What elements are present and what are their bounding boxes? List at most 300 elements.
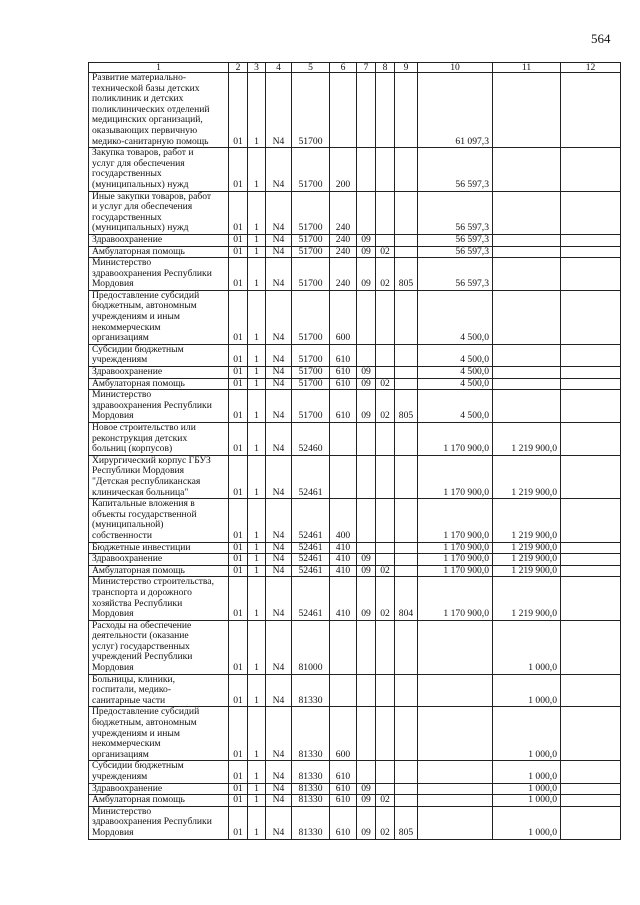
row-cell-9 — [395, 499, 418, 542]
row-cell-5: 81330 — [292, 674, 330, 707]
row-cell-11 — [493, 290, 561, 344]
row-cell-2: 01 — [229, 423, 248, 456]
row-cell-9 — [395, 246, 418, 258]
column-header: 3 — [248, 63, 266, 73]
row-cell-3: 1 — [248, 499, 266, 542]
row-cell-10: 4 500,0 — [418, 378, 493, 390]
row-cell-8 — [376, 499, 395, 542]
row-cell-10: 1 170 900,0 — [418, 554, 493, 566]
row-cell-2: 01 — [229, 455, 248, 498]
row-cell-7: 09 — [357, 246, 376, 258]
row-cell-5: 51700 — [292, 378, 330, 390]
row-cell-2: 01 — [229, 290, 248, 344]
row-cell-7 — [357, 191, 376, 234]
row-cell-7 — [357, 290, 376, 344]
row-cell-4: N4 — [266, 577, 292, 620]
row-cell-10: 1 170 900,0 — [418, 565, 493, 577]
row-cell-6: 610 — [330, 795, 357, 807]
table-row — [89, 577, 621, 620]
row-cell-4: N4 — [266, 455, 292, 498]
row-name-cell: Субсидии бюджетным учреждениям — [89, 761, 229, 783]
row-cell-7: 09 — [357, 565, 376, 577]
row-cell-10 — [418, 761, 493, 783]
row-cell-2: 01 — [229, 707, 248, 761]
column-header: 11 — [493, 63, 561, 73]
row-cell-9 — [395, 423, 418, 456]
row-cell-5: 52460 — [292, 423, 330, 456]
row-cell-9 — [395, 620, 418, 674]
row-cell-8: 02 — [376, 246, 395, 258]
row-cell-8 — [376, 707, 395, 761]
row-cell-12 — [561, 344, 621, 366]
row-cell-11 — [493, 191, 561, 234]
row-cell-10: 1 170 900,0 — [418, 577, 493, 620]
row-cell-10 — [418, 783, 493, 795]
row-cell-7 — [357, 542, 376, 554]
row-cell-9 — [395, 191, 418, 234]
column-header: 7 — [357, 63, 376, 73]
row-cell-3: 1 — [248, 674, 266, 707]
row-cell-12 — [561, 499, 621, 542]
row-cell-10 — [418, 707, 493, 761]
row-cell-12 — [561, 390, 621, 423]
row-cell-7: 09 — [357, 378, 376, 390]
row-cell-10: 56 597,3 — [418, 191, 493, 234]
row-cell-6: 240 — [330, 258, 357, 291]
row-cell-11: 1 219 900,0 — [493, 499, 561, 542]
row-cell-9 — [395, 783, 418, 795]
row-cell-2: 01 — [229, 390, 248, 423]
row-cell-8 — [376, 455, 395, 498]
table-row — [89, 542, 621, 554]
table-row — [89, 707, 621, 761]
row-cell-9 — [395, 761, 418, 783]
row-cell-10: 4 500,0 — [418, 367, 493, 379]
row-cell-7: 09 — [357, 577, 376, 620]
row-cell-4: N4 — [266, 795, 292, 807]
row-cell-2: 01 — [229, 674, 248, 707]
row-cell-2: 01 — [229, 258, 248, 291]
row-name-cell: Министерство здравоохранения Республики Мордовия — [89, 258, 229, 291]
row-cell-3: 1 — [248, 795, 266, 807]
row-cell-8: 02 — [376, 806, 395, 839]
row-cell-10: 61 097,3 — [418, 73, 493, 148]
row-cell-4: N4 — [266, 761, 292, 783]
table-row — [89, 674, 621, 707]
row-name-cell: Расходы на обеспечение деятельности (оказание услуг) государственных учреждений Республики Мордовия — [89, 620, 229, 674]
row-cell-5: 52461 — [292, 542, 330, 554]
table-row — [89, 554, 621, 566]
row-cell-12 — [561, 806, 621, 839]
row-cell-3: 1 — [248, 246, 266, 258]
table-row — [89, 806, 621, 839]
row-cell-6: 610 — [330, 806, 357, 839]
table-row — [89, 258, 621, 291]
row-cell-8 — [376, 542, 395, 554]
row-cell-3: 1 — [248, 620, 266, 674]
row-cell-6: 200 — [330, 148, 357, 191]
row-name-cell: Развитие материально- технической базы детских поликлиник и детских поликлинических отделений медицинских организаций, оказывающих первичную медико-санитарную помощь — [89, 73, 229, 148]
row-cell-4: N4 — [266, 565, 292, 577]
row-cell-4: N4 — [266, 367, 292, 379]
row-cell-9 — [395, 290, 418, 344]
table-row — [89, 620, 621, 674]
table-row — [89, 290, 621, 344]
row-cell-9 — [395, 565, 418, 577]
row-name-cell: Субсидии бюджетным учреждениям — [89, 344, 229, 366]
row-name-cell: Иные закупки товаров, работ и услуг для обеспечения государственных (муниципальных) нужд — [89, 191, 229, 234]
row-cell-3: 1 — [248, 806, 266, 839]
row-cell-7: 09 — [357, 795, 376, 807]
row-cell-12 — [561, 761, 621, 783]
row-cell-8 — [376, 674, 395, 707]
row-name-cell: Амбулаторная помощь — [89, 246, 229, 258]
row-cell-12 — [561, 148, 621, 191]
row-cell-6: 600 — [330, 290, 357, 344]
row-cell-12 — [561, 455, 621, 498]
row-cell-8 — [376, 554, 395, 566]
row-cell-2: 01 — [229, 234, 248, 246]
table-row — [89, 783, 621, 795]
row-cell-4: N4 — [266, 554, 292, 566]
row-cell-11 — [493, 73, 561, 148]
row-cell-2: 01 — [229, 577, 248, 620]
row-cell-10 — [418, 806, 493, 839]
row-cell-8: 02 — [376, 795, 395, 807]
row-cell-10: 1 170 900,0 — [418, 499, 493, 542]
row-cell-2: 01 — [229, 620, 248, 674]
row-cell-10: 56 597,3 — [418, 246, 493, 258]
row-cell-7: 09 — [357, 367, 376, 379]
row-name-cell: Здравоохранение — [89, 783, 229, 795]
row-cell-11 — [493, 390, 561, 423]
row-cell-3: 1 — [248, 148, 266, 191]
row-cell-6: 410 — [330, 577, 357, 620]
row-cell-2: 01 — [229, 367, 248, 379]
row-cell-3: 1 — [248, 761, 266, 783]
row-cell-5: 51700 — [292, 344, 330, 366]
row-cell-8: 02 — [376, 577, 395, 620]
table-row — [89, 565, 621, 577]
row-cell-3: 1 — [248, 783, 266, 795]
row-cell-2: 01 — [229, 499, 248, 542]
row-cell-10 — [418, 620, 493, 674]
row-cell-2: 01 — [229, 148, 248, 191]
row-cell-8 — [376, 761, 395, 783]
row-cell-9 — [395, 674, 418, 707]
row-name-cell: Предоставление субсидий бюджетным, автономным учреждениям и иным некоммерческим организациям — [89, 707, 229, 761]
row-cell-11: 1 000,0 — [493, 674, 561, 707]
row-name-cell: Предоставление субсидий бюджетным, автономным учреждениям и иным некоммерческим организациям — [89, 290, 229, 344]
row-cell-9 — [395, 554, 418, 566]
row-name-cell: Больницы, клиники, госпитали, медико- санитарные части — [89, 674, 229, 707]
table-row — [89, 390, 621, 423]
column-header: 2 — [229, 63, 248, 73]
row-name-cell: Амбулаторная помощь — [89, 378, 229, 390]
row-name-cell: Здравоохранение — [89, 554, 229, 566]
row-cell-4: N4 — [266, 390, 292, 423]
row-cell-7 — [357, 620, 376, 674]
row-cell-7 — [357, 707, 376, 761]
row-cell-6 — [330, 455, 357, 498]
row-cell-11: 1 219 900,0 — [493, 542, 561, 554]
row-cell-12 — [561, 795, 621, 807]
row-cell-8 — [376, 367, 395, 379]
row-cell-11: 1 000,0 — [493, 795, 561, 807]
header-row — [89, 63, 621, 73]
row-name-cell: Амбулаторная помощь — [89, 565, 229, 577]
row-cell-5: 51700 — [292, 246, 330, 258]
row-cell-6: 610 — [330, 378, 357, 390]
row-cell-11: 1 000,0 — [493, 620, 561, 674]
row-cell-7 — [357, 73, 376, 148]
table-row — [89, 344, 621, 366]
row-cell-9: 804 — [395, 577, 418, 620]
row-cell-7: 09 — [357, 234, 376, 246]
row-cell-8 — [376, 290, 395, 344]
row-cell-10: 56 597,3 — [418, 234, 493, 246]
row-cell-6: 240 — [330, 246, 357, 258]
row-cell-3: 1 — [248, 191, 266, 234]
row-cell-7 — [357, 761, 376, 783]
row-cell-12 — [561, 565, 621, 577]
row-cell-4: N4 — [266, 674, 292, 707]
row-cell-7 — [357, 148, 376, 191]
row-cell-4: N4 — [266, 73, 292, 148]
row-cell-9: 805 — [395, 258, 418, 291]
row-cell-3: 1 — [248, 565, 266, 577]
row-cell-10: 4 500,0 — [418, 344, 493, 366]
row-cell-4: N4 — [266, 148, 292, 191]
row-cell-2: 01 — [229, 246, 248, 258]
row-cell-10: 56 597,3 — [418, 148, 493, 191]
row-cell-7 — [357, 455, 376, 498]
row-cell-11 — [493, 246, 561, 258]
row-cell-7: 09 — [357, 783, 376, 795]
row-cell-5: 52461 — [292, 499, 330, 542]
row-cell-4: N4 — [266, 234, 292, 246]
row-cell-12 — [561, 674, 621, 707]
row-cell-8 — [376, 148, 395, 191]
row-cell-11: 1 219 900,0 — [493, 423, 561, 456]
row-name-cell: Амбулаторная помощь — [89, 795, 229, 807]
row-cell-9 — [395, 367, 418, 379]
row-cell-11: 1 000,0 — [493, 707, 561, 761]
row-cell-2: 01 — [229, 565, 248, 577]
row-cell-12 — [561, 577, 621, 620]
row-cell-5: 52461 — [292, 577, 330, 620]
row-cell-6 — [330, 73, 357, 148]
row-cell-9: 805 — [395, 390, 418, 423]
row-cell-8: 02 — [376, 565, 395, 577]
row-cell-10 — [418, 674, 493, 707]
page-number: 564 — [591, 31, 611, 46]
row-cell-2: 01 — [229, 554, 248, 566]
table-row — [89, 378, 621, 390]
row-cell-9 — [395, 234, 418, 246]
row-cell-10: 1 170 900,0 — [418, 423, 493, 456]
row-cell-9 — [395, 344, 418, 366]
table-row — [89, 455, 621, 498]
row-cell-5: 51700 — [292, 258, 330, 291]
row-cell-9: 805 — [395, 806, 418, 839]
row-cell-5: 51700 — [292, 148, 330, 191]
row-cell-4: N4 — [266, 806, 292, 839]
row-cell-11 — [493, 378, 561, 390]
row-cell-10: 1 170 900,0 — [418, 542, 493, 554]
row-cell-5: 51700 — [292, 390, 330, 423]
row-cell-12 — [561, 707, 621, 761]
row-name-cell: Новое строительство или реконструкция детских больниц (корпусов) — [89, 423, 229, 456]
row-cell-12 — [561, 783, 621, 795]
row-cell-9 — [395, 707, 418, 761]
table-row — [89, 246, 621, 258]
row-cell-6: 400 — [330, 499, 357, 542]
row-cell-5: 52461 — [292, 554, 330, 566]
row-cell-4: N4 — [266, 246, 292, 258]
row-cell-7: 09 — [357, 806, 376, 839]
row-cell-4: N4 — [266, 542, 292, 554]
row-cell-7: 09 — [357, 258, 376, 291]
row-cell-8: 02 — [376, 378, 395, 390]
row-cell-6 — [330, 620, 357, 674]
table-row — [89, 499, 621, 542]
row-cell-9 — [395, 542, 418, 554]
row-cell-8 — [376, 191, 395, 234]
row-cell-3: 1 — [248, 290, 266, 344]
row-cell-11: 1 000,0 — [493, 806, 561, 839]
row-cell-8 — [376, 783, 395, 795]
column-header: 10 — [418, 63, 493, 73]
row-cell-12 — [561, 554, 621, 566]
row-cell-6: 610 — [330, 761, 357, 783]
row-cell-5: 51700 — [292, 234, 330, 246]
row-cell-3: 1 — [248, 234, 266, 246]
row-cell-4: N4 — [266, 378, 292, 390]
row-cell-5: 51700 — [292, 191, 330, 234]
row-cell-3: 1 — [248, 554, 266, 566]
row-cell-8 — [376, 73, 395, 148]
row-cell-3: 1 — [248, 344, 266, 366]
row-cell-2: 01 — [229, 73, 248, 148]
row-cell-7 — [357, 423, 376, 456]
row-cell-2: 01 — [229, 806, 248, 839]
row-cell-3: 1 — [248, 258, 266, 291]
row-cell-12 — [561, 367, 621, 379]
row-cell-5: 81330 — [292, 783, 330, 795]
row-cell-8 — [376, 234, 395, 246]
row-cell-6: 610 — [330, 367, 357, 379]
row-cell-6: 610 — [330, 344, 357, 366]
table-row — [89, 795, 621, 807]
table-row — [89, 761, 621, 783]
row-cell-6: 240 — [330, 191, 357, 234]
row-cell-12 — [561, 378, 621, 390]
row-name-cell: Здравоохранение — [89, 234, 229, 246]
row-cell-4: N4 — [266, 191, 292, 234]
row-cell-7: 09 — [357, 554, 376, 566]
row-cell-4: N4 — [266, 258, 292, 291]
table-row — [89, 191, 621, 234]
table-row — [89, 148, 621, 191]
row-cell-7 — [357, 344, 376, 366]
row-cell-12 — [561, 542, 621, 554]
row-cell-3: 1 — [248, 367, 266, 379]
row-cell-8: 02 — [376, 390, 395, 423]
row-cell-3: 1 — [248, 542, 266, 554]
column-header: 4 — [266, 63, 292, 73]
row-cell-8 — [376, 423, 395, 456]
row-cell-3: 1 — [248, 390, 266, 423]
row-cell-12 — [561, 246, 621, 258]
row-cell-12 — [561, 290, 621, 344]
row-cell-7 — [357, 499, 376, 542]
row-name-cell: Министерство здравоохранения Республики Мордовия — [89, 806, 229, 839]
row-cell-2: 01 — [229, 344, 248, 366]
row-cell-6: 410 — [330, 554, 357, 566]
column-header: 5 — [292, 63, 330, 73]
row-cell-4: N4 — [266, 499, 292, 542]
row-cell-2: 01 — [229, 783, 248, 795]
row-cell-10: 1 170 900,0 — [418, 455, 493, 498]
row-cell-5: 81330 — [292, 795, 330, 807]
row-cell-5: 52461 — [292, 565, 330, 577]
row-name-cell: Закупка товаров, работ и услуг для обеспечения государственных (муниципальных) нужд — [89, 148, 229, 191]
row-cell-4: N4 — [266, 707, 292, 761]
row-cell-12 — [561, 73, 621, 148]
row-cell-4: N4 — [266, 620, 292, 674]
row-cell-11 — [493, 234, 561, 246]
column-header: 6 — [330, 63, 357, 73]
row-cell-6: 410 — [330, 542, 357, 554]
row-cell-11 — [493, 344, 561, 366]
column-header: 9 — [395, 63, 418, 73]
row-cell-11: 1 219 900,0 — [493, 565, 561, 577]
row-cell-11: 1 219 900,0 — [493, 577, 561, 620]
row-cell-3: 1 — [248, 455, 266, 498]
row-cell-3: 1 — [248, 577, 266, 620]
row-cell-4: N4 — [266, 344, 292, 366]
row-cell-6: 610 — [330, 783, 357, 795]
row-cell-4: N4 — [266, 423, 292, 456]
row-cell-12 — [561, 234, 621, 246]
row-cell-6: 600 — [330, 707, 357, 761]
row-cell-12 — [561, 258, 621, 291]
row-cell-5: 51700 — [292, 73, 330, 148]
row-cell-10: 4 500,0 — [418, 390, 493, 423]
row-cell-5: 81330 — [292, 806, 330, 839]
row-cell-9 — [395, 378, 418, 390]
row-cell-9 — [395, 148, 418, 191]
row-cell-11 — [493, 148, 561, 191]
row-cell-5: 52461 — [292, 455, 330, 498]
row-cell-11 — [493, 367, 561, 379]
column-header: 1 — [89, 63, 229, 73]
row-cell-10 — [418, 795, 493, 807]
row-cell-7: 09 — [357, 390, 376, 423]
row-cell-3: 1 — [248, 73, 266, 148]
column-header: 8 — [376, 63, 395, 73]
row-cell-10: 56 597,3 — [418, 258, 493, 291]
row-cell-5: 81000 — [292, 620, 330, 674]
row-cell-9 — [395, 455, 418, 498]
row-cell-4: N4 — [266, 783, 292, 795]
row-cell-2: 01 — [229, 191, 248, 234]
row-cell-3: 1 — [248, 378, 266, 390]
row-cell-9 — [395, 795, 418, 807]
row-name-cell: Министерство строительства, транспорта и дорожного хозяйства Республики Мордовия — [89, 577, 229, 620]
row-cell-2: 01 — [229, 378, 248, 390]
